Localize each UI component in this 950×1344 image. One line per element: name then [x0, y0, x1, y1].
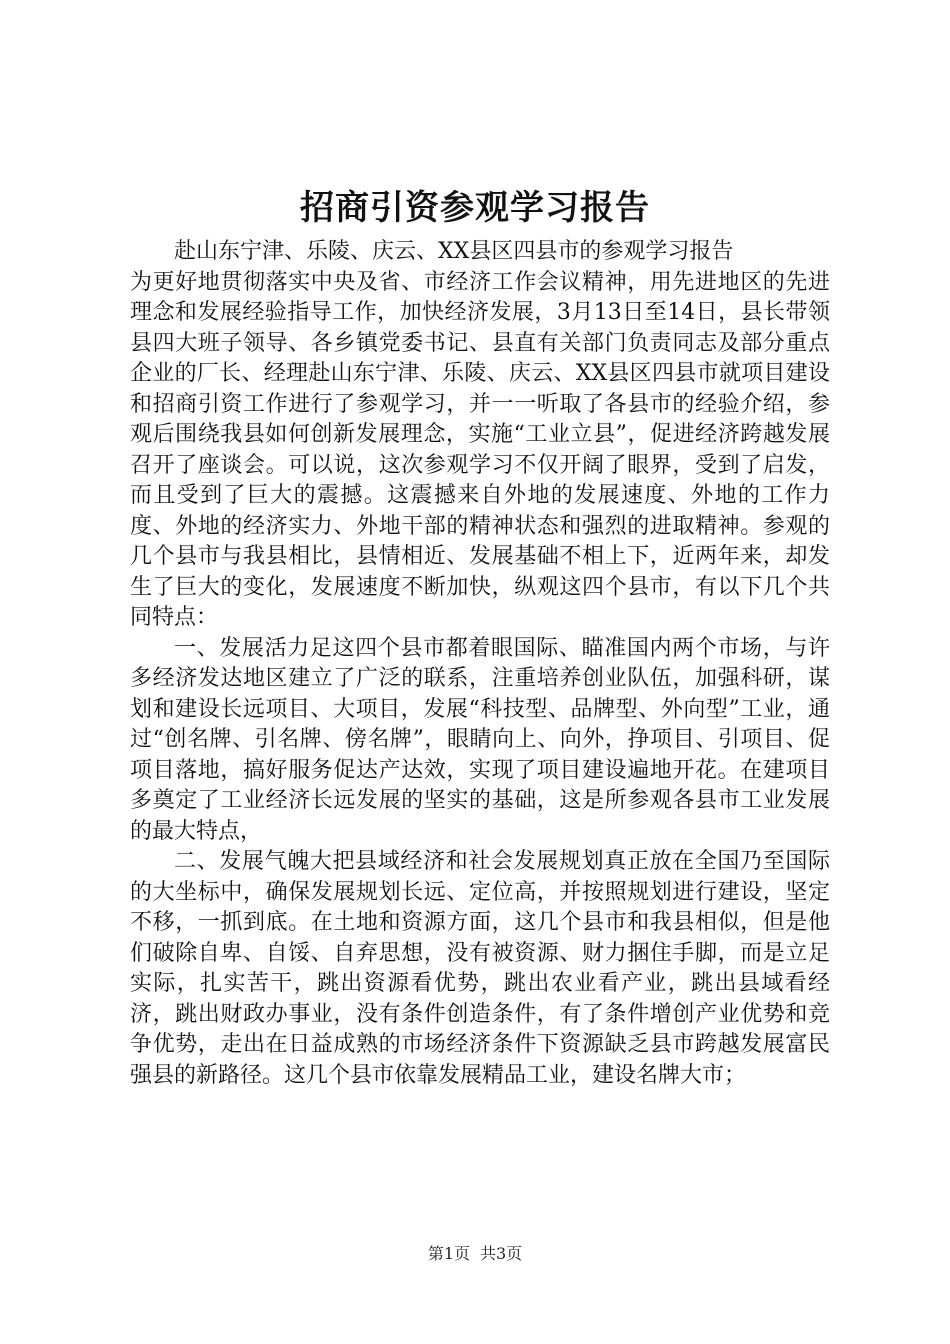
page-footer [0, 1242, 950, 1266]
page-total: 共3页 [480, 1244, 523, 1263]
document-body [130, 237, 830, 1091]
paragraph-intro: 为更好地贯彻落实中央及省、市经济工作会议精神，用先进地区的先进理念和发展经验指导工作，加快经济发展，3月13日至14日，县长带领县四大班子领导、各乡镇党委书记、县直有关部门负责同志及部分重点企业的厂长、经理赴山东宁津、乐陵、庆云、XX县区四县市就项目建设和招商引资工作进行了参观学习，并一一听取了各县市的经验介绍，参观后围绕我县如何创新发展理念，实施“工业立县”，促进经济跨越发展召开了座谈会。可以说，这次参观学习不仅开阔了眼界，受到了启发，而且受到了巨大的震撼。这震撼来自外地的发展速度、外地的工作力度、外地的经济实力、外地干部的精神状态和强烈的进取精神。参观的几个县市与我县相比，县情相近、发展基础不相上下，近两年来，却发生了巨大的变化，发展速度不断加快，纵观这四个县市，有以下几个共同特点： [130, 269, 830, 630]
paragraph-subtitle: 赴山东宁津、乐陵、庆云、XX县区四县市的参观学习报告 [174, 239, 734, 264]
page-number: 第1页 [427, 1244, 470, 1263]
paragraph-point-one: 一、发展活力足这四个县市都着眼国际、瞄准国内两个市场，与许多经济发达地区建立了广泛的联系，注重培养创业队伍，加强科研，谋划和建设长远项目、大项目，发展“科技型、品牌型、外向型”工业，通过“创名牌、引名牌、傍名牌”，眼睛向上、向外，挣项目、引项目、促项目落地，搞好服务促达产达效，实现了项目建设遍地开花。在建项目多奠定了工业经济长远发展的坚实的基础，这是所参观各县市工业发展的最大特点， [130, 635, 830, 844]
document-title: 招商引资参观学习报告 [300, 188, 650, 228]
paragraph-point-two: 二、发展气魄大把县域经济和社会发展规划真正放在全国乃至国际的大坐标中，确保发展规划长远、定位高，并按照规划进行建设，坚定不移，一抓到底。在土地和资源方面，这几个县市和我县相似，但是他们破除自卑、自馁、自弃思想，没有被资源、财力捆住手脚，而是立足实际，扎实苦干，跳出资源看优势，跳出农业看产业，跳出县域看经济，跳出财政办事业，没有条件创造条件，有了条件增创产业优势和竞争优势，走出在日益成熟的市场经济条件下资源缺乏县市跨越发展富民强县的新路径。这几个县市依靠发展精品工业，建设名牌大市； [130, 849, 830, 1088]
